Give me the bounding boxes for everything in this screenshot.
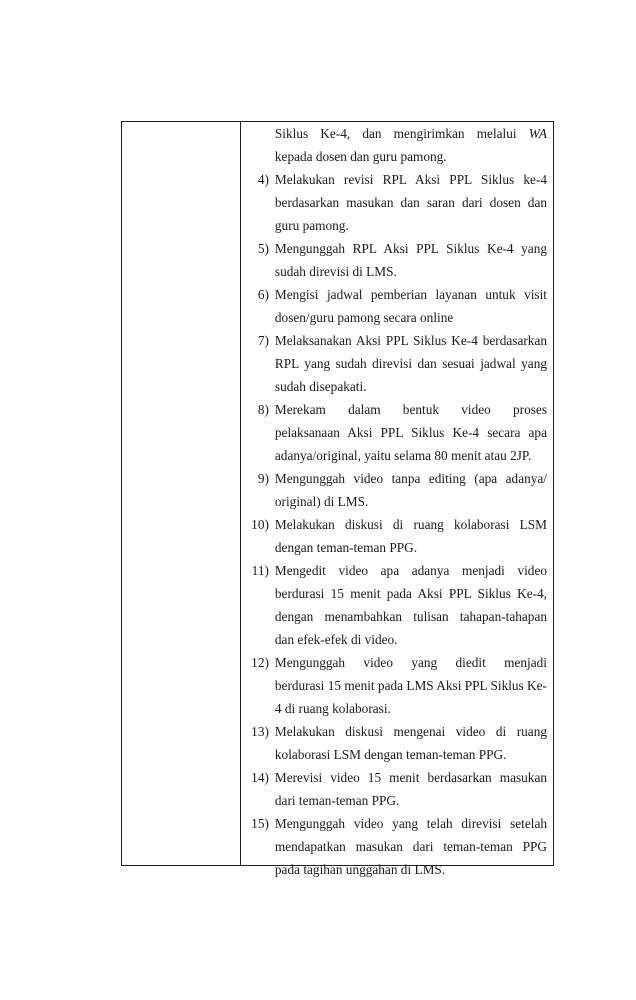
continued-line-2: kepada dosen dan guru pamong.: [274, 149, 447, 164]
list-item: [241, 651, 547, 720]
step-number: 9): [257, 471, 269, 486]
list-item: [241, 720, 547, 766]
list-item: [241, 283, 547, 329]
step-line: berdurasi 15 menit pada LMS Aksi PPL Siklus Ke-: [274, 678, 547, 693]
continued-line-1: [275, 122, 547, 145]
step-text: [275, 398, 547, 467]
step-line: Melakukan diskusi di ruang kolaborasi LSM: [274, 517, 547, 532]
step-number: 4): [257, 172, 269, 187]
table-right-column: [241, 122, 553, 877]
step-number: 13): [251, 724, 269, 739]
step-line: RPL yang sudah direvisi dan sesuai jadwal yang: [274, 356, 547, 371]
list-item: [241, 237, 547, 283]
step-line: Mengedit video apa adanya menjadi video: [274, 563, 547, 578]
step-line: dengan teman-teman PPG.: [274, 540, 418, 555]
step-line: guru pamong.: [274, 218, 349, 233]
step-number: 8): [257, 402, 269, 417]
step-line: Melaksanakan Aksi PPL Siklus Ke-4 berdasarkan: [274, 333, 547, 348]
step-line: Melakukan diskusi mengenai video di ruang: [274, 724, 547, 739]
table-left-column: [122, 122, 241, 865]
step-line: dosen/guru pamong secara online: [274, 310, 454, 325]
step-text: [275, 237, 547, 283]
step-line: berdurasi 15 menit pada Aksi PPL Siklus Ke-4,: [274, 586, 547, 601]
step-line: mendapatkan masukan dari teman-teman PPG: [274, 839, 547, 854]
step-text: [275, 168, 547, 237]
step-line: sudah disepakati.: [274, 379, 367, 394]
step-line: berdasarkan masukan dan saran dari dosen dan: [274, 195, 547, 210]
list-item: [241, 559, 547, 651]
continued-line-1-emphasis: WA: [528, 126, 547, 141]
step-line: Mengunggah video yang telah direvisi setelah: [274, 816, 547, 831]
step-number: 15): [251, 816, 269, 831]
step-text: [275, 513, 547, 559]
step-line: Mengunggah RPL Aksi PPL Siklus Ke-4 yang: [274, 241, 547, 256]
step-line: pelaksanaan Aksi PPL Siklus Ke-4 secara apa: [274, 425, 547, 440]
step-text: [275, 329, 547, 398]
step-line: original) di LMS.: [274, 494, 369, 509]
list-item: [241, 812, 547, 881]
step-line: adanya/original, yaitu selama 80 menit atau 2JP.: [274, 448, 532, 463]
step-line: Mengisi jadwal pemberian layanan untuk visit: [274, 287, 547, 302]
step-line: Mengunggah video yang diedit menjadi: [274, 655, 547, 670]
list-item: [241, 766, 547, 812]
step-number: 5): [257, 241, 269, 256]
step-line: dan efek-efek di video.: [274, 632, 398, 647]
step-line: 4 di ruang kolaborasi.: [274, 701, 391, 716]
list-item: [241, 398, 547, 467]
step-line: Merekam dalam bentuk video proses: [274, 402, 547, 417]
step-text: [275, 467, 547, 513]
step-line: sudah direvisi di LMS.: [274, 264, 397, 279]
step-line: Melakukan revisi RPL Aksi PPL Siklus ke-4: [274, 172, 547, 187]
steps-list: [241, 168, 547, 881]
list-item: [241, 329, 547, 398]
step-text: [275, 283, 547, 329]
continued-line-1-text: Siklus Ke-4, dan mengirimkan melalui: [274, 126, 517, 141]
step-line: dengan menambahkan tulisan tahapan-tahapan: [274, 609, 547, 624]
steps-table: [121, 121, 554, 877]
step-line: pada tagihan unggahan di LMS.: [274, 862, 446, 877]
step-text: [275, 720, 547, 766]
step-line: kolaborasi LSM dengan teman-teman PPG.: [274, 747, 507, 762]
step-line: dari teman-teman PPG.: [274, 793, 400, 808]
step-line: Mengunggah video tanpa editing (apa adanya/: [274, 471, 547, 486]
list-item: [241, 467, 547, 513]
step-number: 11): [251, 563, 269, 578]
step-text: [275, 559, 547, 651]
step-number: 12): [251, 655, 269, 670]
step-text: [275, 766, 547, 812]
step-line: Merevisi video 15 menit berdasarkan masukan: [274, 770, 547, 785]
step-number: 6): [257, 287, 269, 302]
list-item: [241, 513, 547, 559]
step-text: [275, 812, 547, 881]
list-item: [241, 168, 547, 237]
step-number: 10): [251, 517, 269, 532]
step-text: [275, 651, 547, 720]
step-number: 7): [257, 333, 269, 348]
step-number: 14): [251, 770, 269, 785]
continued-step-text: [241, 122, 547, 168]
